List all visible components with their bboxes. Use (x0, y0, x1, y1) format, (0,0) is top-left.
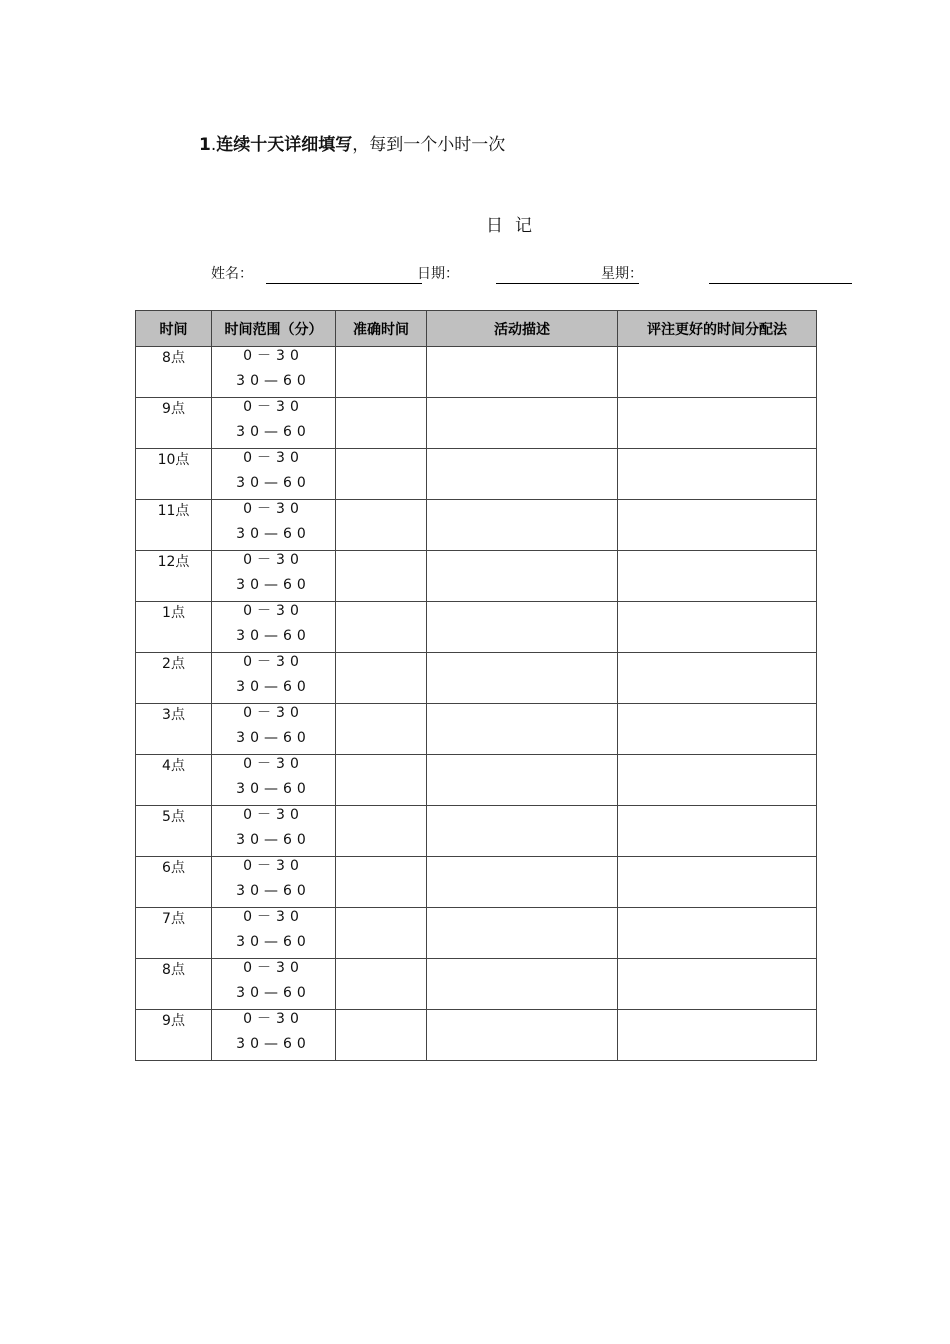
exact-time-cell[interactable] (336, 449, 427, 500)
range-cell (212, 959, 336, 1010)
range-cell (212, 551, 336, 602)
exact-time-cell[interactable] (336, 1010, 427, 1061)
range-second-half: 30—60 (236, 1036, 311, 1052)
table-row (136, 500, 817, 551)
instruction-line (199, 130, 505, 155)
table-row (136, 755, 817, 806)
hour-cell: 8点 (136, 959, 212, 1010)
table-row (136, 806, 817, 857)
date-field-line[interactable] (496, 283, 639, 284)
range-second-half: 30—60 (236, 628, 311, 644)
range-cell (212, 347, 336, 398)
exact-time-cell[interactable] (336, 704, 427, 755)
activity-cell[interactable] (427, 704, 618, 755)
range-cell (212, 398, 336, 449)
range-cell (212, 602, 336, 653)
range-first-half: 0－30 (243, 450, 304, 466)
comment-cell[interactable] (618, 551, 817, 602)
comment-cell[interactable] (618, 500, 817, 551)
activity-cell[interactable] (427, 449, 618, 500)
comment-cell[interactable] (618, 653, 817, 704)
comment-cell[interactable] (618, 959, 817, 1010)
range-first-half: 0－30 (243, 909, 304, 925)
hour-cell: 12点 (136, 551, 212, 602)
table-row (136, 602, 817, 653)
table-row (136, 347, 817, 398)
activity-cell[interactable] (427, 602, 618, 653)
hour-cell: 10点 (136, 449, 212, 500)
range-second-half: 30—60 (236, 985, 311, 1001)
table-row (136, 653, 817, 704)
activity-cell[interactable] (427, 959, 618, 1010)
hour-cell: 6点 (136, 857, 212, 908)
range-second-half: 30—60 (236, 934, 311, 950)
hour-cell: 4点 (136, 755, 212, 806)
exact-time-cell[interactable] (336, 653, 427, 704)
exact-time-cell[interactable] (336, 500, 427, 551)
comment-cell[interactable] (618, 908, 817, 959)
table-row (136, 908, 817, 959)
activity-cell[interactable] (427, 1010, 618, 1061)
exact-time-cell[interactable] (336, 857, 427, 908)
exact-time-cell[interactable] (336, 806, 427, 857)
table-row (136, 704, 817, 755)
comment-cell[interactable] (618, 398, 817, 449)
hour-cell: 9点 (136, 398, 212, 449)
exact-time-cell[interactable] (336, 755, 427, 806)
range-first-half: 0－30 (243, 552, 304, 568)
header-comment: 评注更好的时间分配法 (618, 311, 817, 347)
range-cell (212, 704, 336, 755)
header-activity: 活动描述 (427, 311, 618, 347)
table-row (136, 449, 817, 500)
activity-cell[interactable] (427, 398, 618, 449)
weekday-label: 星期： (601, 266, 643, 282)
hour-cell: 5点 (136, 806, 212, 857)
comment-cell[interactable] (618, 704, 817, 755)
range-second-half: 30—60 (236, 373, 311, 389)
comment-cell[interactable] (618, 755, 817, 806)
range-second-half: 30—60 (236, 883, 311, 899)
range-second-half: 30—60 (236, 679, 311, 695)
activity-cell[interactable] (427, 551, 618, 602)
weekday-field-line[interactable] (709, 283, 852, 284)
range-second-half: 30—60 (236, 526, 311, 542)
instruction-separator: . (210, 135, 217, 155)
exact-time-cell[interactable] (336, 551, 427, 602)
range-first-half: 0－30 (243, 1011, 304, 1027)
range-first-half: 0－30 (243, 348, 304, 364)
range-first-half: 0－30 (243, 501, 304, 517)
activity-cell[interactable] (427, 806, 618, 857)
header-exact-time: 准确时间 (336, 311, 427, 347)
range-cell (212, 653, 336, 704)
range-cell (212, 1010, 336, 1061)
hour-cell: 1点 (136, 602, 212, 653)
range-second-half: 30—60 (236, 832, 311, 848)
range-second-half: 30—60 (236, 781, 311, 797)
hour-cell: 7点 (136, 908, 212, 959)
hour-cell: 8点 (136, 347, 212, 398)
instruction-rest-text: ，每到一个小时一次 (352, 135, 506, 155)
range-second-half: 30—60 (236, 577, 311, 593)
hour-cell: 9点 (136, 1010, 212, 1061)
range-cell (212, 806, 336, 857)
range-cell (212, 908, 336, 959)
range-second-half: 30—60 (236, 424, 311, 440)
range-cell (212, 857, 336, 908)
range-second-half: 30—60 (236, 730, 311, 746)
range-first-half: 0－30 (243, 756, 304, 772)
comment-cell[interactable] (618, 1010, 817, 1061)
range-cell (212, 500, 336, 551)
instruction-bold-text: 连续十天详细填写 (216, 135, 353, 155)
activity-cell[interactable] (427, 908, 618, 959)
table-row (136, 1010, 817, 1061)
header-time-range: 时间范围（分） (212, 311, 336, 347)
exact-time-cell[interactable] (336, 602, 427, 653)
header-time: 时间 (136, 311, 212, 347)
range-first-half: 0－30 (243, 807, 304, 823)
range-first-half: 0－30 (243, 858, 304, 874)
name-label: 姓名： (211, 266, 253, 282)
range-first-half: 0－30 (243, 654, 304, 670)
range-first-half: 0－30 (243, 399, 304, 415)
table-row (136, 857, 817, 908)
range-first-half: 0－30 (243, 960, 304, 976)
comment-cell[interactable] (618, 347, 817, 398)
range-first-half: 0－30 (243, 705, 304, 721)
table-row (136, 398, 817, 449)
activity-cell[interactable] (427, 347, 618, 398)
exact-time-cell[interactable] (336, 347, 427, 398)
activity-cell[interactable] (427, 857, 618, 908)
range-cell (212, 449, 336, 500)
page-title: 日记 (486, 216, 544, 236)
range-first-half: 0－30 (243, 603, 304, 619)
date-label: 日期： (417, 266, 459, 282)
table-header-row (136, 311, 817, 347)
exact-time-cell[interactable] (336, 959, 427, 1010)
diary-table (135, 310, 817, 1061)
hour-cell: 2点 (136, 653, 212, 704)
hour-cell: 11点 (136, 500, 212, 551)
table-row (136, 551, 817, 602)
activity-cell[interactable] (427, 500, 618, 551)
instruction-number: 1 (199, 135, 211, 155)
range-cell (212, 755, 336, 806)
comment-cell[interactable] (618, 449, 817, 500)
hour-cell: 3点 (136, 704, 212, 755)
comment-cell[interactable] (618, 857, 817, 908)
table-row (136, 959, 817, 1010)
exact-time-cell[interactable] (336, 398, 427, 449)
range-second-half: 30—60 (236, 475, 311, 491)
activity-cell[interactable] (427, 755, 618, 806)
comment-cell[interactable] (618, 806, 817, 857)
activity-cell[interactable] (427, 653, 618, 704)
comment-cell[interactable] (618, 602, 817, 653)
name-field-line[interactable] (266, 283, 422, 284)
exact-time-cell[interactable] (336, 908, 427, 959)
